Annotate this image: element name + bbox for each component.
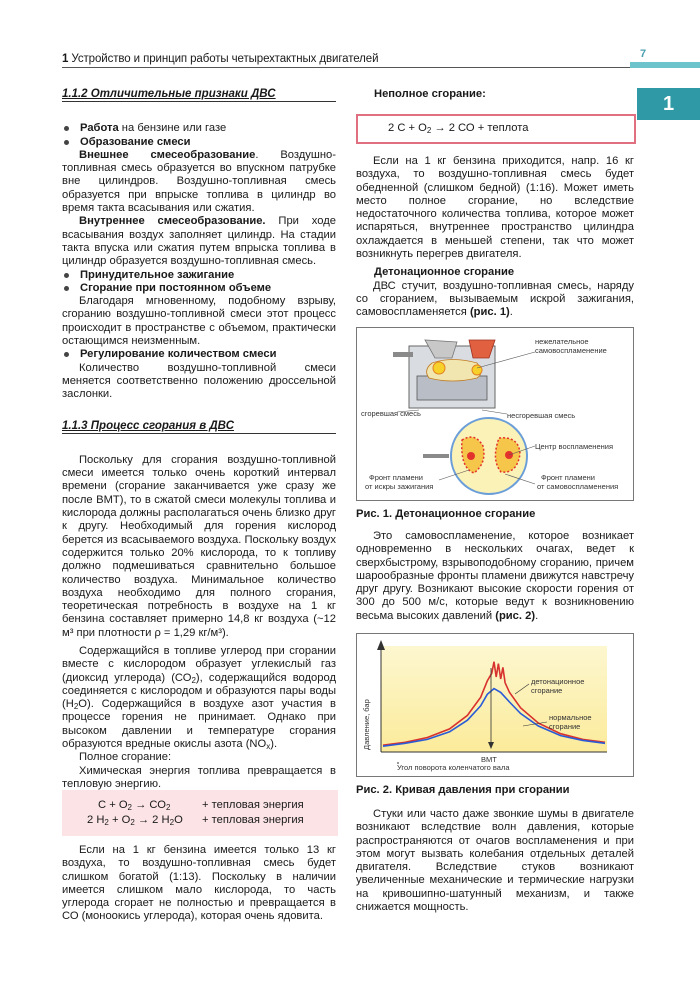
section-title-1-1-3: 1.1.3 Процесс сгорания в ДВС <box>62 419 235 432</box>
features-list-2 <box>62 269 336 296</box>
incomplete-combustion-title: Неполное сгорание: <box>374 88 486 100</box>
section-title-1-1-2: 1.1.2 Отличительные признаки ДВС <box>62 88 276 100</box>
features-list <box>62 122 336 149</box>
running-header <box>62 53 378 65</box>
page-number: 7 <box>639 48 647 60</box>
paragraph-internal-mixing: Внутреннее смесеобразование. При ходе всасывания воздух заполняет цилиндр. На стадии такта впуска или сжатия путем впрыска топлива в цилиндр образуется воздушно-топливная смесь. <box>62 215 336 268</box>
section-rule <box>62 433 336 434</box>
formula-carbon-energy: + тепловая энергия <box>202 799 304 811</box>
right-column-top <box>356 88 634 101</box>
paragraph-knock: Стуки или часто даже звонкие шумы в двигателе возникают вследствие волн давления, которые распространяются от очагов воспламенения и при этом могут вызвать колебания отдельных деталей двигателя. Вследствие стуков возникают увеличенные механические и термические нагрузки на кривошипно-шатунный механизм, и также снижается мощность. <box>356 808 634 914</box>
legend-normal: нормальное сгорание <box>549 713 592 731</box>
spark-plug-small-icon <box>423 454 449 458</box>
paragraph-lean-mixture: Если на 1 кг бензина приходится, напр. 16 кг воздуха, то воздушно-топливная смесь будет обедненной (слишком бедной) (1:16). Может иметь место полное сгорание, но вследствие недостаточного количества топлива, которое может испаряться, внутреннее пространство цилиндра охлаждается в меньшей степени, так что может возникнуть перегрев двигателя. <box>356 155 634 261</box>
ignition-center-left <box>467 452 475 460</box>
x-axis-label: Угол поворота коленчатого вала <box>397 763 510 772</box>
figure-1-illustration <box>357 328 633 500</box>
header-rule <box>62 67 630 68</box>
left-column-bottom <box>62 844 336 924</box>
features-list-3 <box>62 348 336 361</box>
tdc-label: ВМТ <box>481 755 497 764</box>
pressure-chart-svg <box>357 634 633 776</box>
list-item: Сгорание при постоянном объеме <box>62 282 336 295</box>
figure-2-caption: Рис. 2. Кривая давления при сгорании <box>356 784 570 796</box>
paragraph-process-2: Содержащийся в топливе углерод при сгорании вместе с кислородом образует углекислый газ (диоксид углерода) $(СО_2)$, содержащийся водород соединяется с кислородом и образуются пары воды $(Н_2О)$. Содержащийся в воздухе азот участия в процессе горения не принимает. Однако при высоком давлении и температуре сгорания образуются вредные окислы азота $(NO_x)$. <box>62 644 336 752</box>
formula-hydrogen-energy: + тепловая энергия <box>202 814 304 826</box>
right-column-mid <box>356 155 634 320</box>
list-item: Работа на бензине или газе <box>62 122 336 135</box>
formula-hydrogen: 2 $Н_2 + О_2 \to 2$ $Н_2О$ <box>87 814 183 827</box>
spark-plug-icon <box>393 352 413 357</box>
section-rule <box>62 101 336 102</box>
detonation-title: Детонационное сгорание <box>374 266 515 279</box>
paragraph-external-mixing: Внешнее смесеобразование. Воздушно-топливная смесь образуется во впускном патрубке вне цилиндров. Воздушно-топливная смесь образуется при впрыске топлива в цилиндр во время такта всасывания или сжатия. <box>62 148 336 215</box>
paragraph-detonation: ДВС стучит, воздушно-топливная смесь, наряду со сгоранием, вызываемым искрой зажигания, самовоспламеняется (рис. 1). <box>356 279 634 319</box>
right-column-bottom <box>356 808 634 914</box>
label-unburnt: несгоревшая смесь <box>507 411 576 420</box>
label-unwanted <box>535 337 607 355</box>
header-title: Устройство и принцип работы четырехтактных двигателей <box>71 53 379 65</box>
list-item: Образование смеси <box>62 136 336 149</box>
header-chapter-number: 1 <box>62 53 69 65</box>
formula-carbon: $С + О_2 \to СО_2$ <box>98 799 171 812</box>
paragraph-rich-mixture: Если на 1 кг бензина имеется только 13 кг воздуха, то воздушно-топливная смесь будет слишком богатой (1:13). Поскольку в наличии имеется слишком мало кислорода, то часть углерода сгорает не полностью и превращается в СО (моноокись углерода), которая очень ядовита. <box>62 844 336 923</box>
formula-box-incomplete <box>356 114 636 144</box>
figure-1-detonation <box>356 327 634 501</box>
figure-2-pressure-chart <box>356 633 634 777</box>
label-unwanted-1: нежелательное <box>535 337 589 346</box>
paragraph-self-ignition: Это самовоспламенение, которое возникает одновременно в нескольких очагах, ведет к сверхбыстрому, взрывоподобному сгоранию, причем шарообразные фронты пламени движутся навстречу друг другу. Возникают высокие скорости горения от 300 до 500 м/с, которые ведут к возникновению весьма высоких давлений (рис. 2). <box>356 530 634 622</box>
paragraph-chemical-energy: Химическая энергия топлива превращается в тепловую энергию. <box>62 764 336 790</box>
paragraph-process-1: Поскольку для сгорания воздушно-топливной смеси имеется только очень короткий интервал времени (сгорание заканчивается уже сразу же после ВМТ), то в сжатой смеси молекулы топлива и кислорода должны располагаться очень близко друг к другу. Необходимый для горения кислород берется из всасываемого воздуха. Поскольку воздух содержится только 20% кислорода, то к топливу должно подмешиваться сравнительно большое количество воздуха. Минимальное количество воздуха необходимо для полного сгорания, теоретическая потребность в воздухе на 1 кг бензина составляет примерно 14,8 кг воздуха (~12 м³ при плотности ρ = 1,29 кг/м³). <box>62 453 336 639</box>
page-number-bar <box>630 62 700 68</box>
right-column-self-ignition <box>356 530 634 623</box>
list-item: Принудительное зажигание <box>62 269 336 282</box>
label-ignition-center: Центр воспламенения <box>535 442 614 451</box>
flame-front-self <box>472 365 482 375</box>
left-column <box>62 88 336 791</box>
list-item: Регулирование количеством смеси <box>62 348 336 361</box>
label-front-spark: Фронт пламени от искры зажигания <box>365 473 434 491</box>
chapter-tab: 1 <box>637 88 700 120</box>
paragraph-full-combustion: Полное сгорание: <box>79 751 172 764</box>
y-axis-label: Давление, бар <box>362 699 371 750</box>
paragraph-regulation: Количество воздушно-топливной смеси меняется соответственно положению дроссельной заслонки. <box>62 361 336 401</box>
paragraph-constant-volume: Благодаря мгновенному, подобному взрыву, сгоранию воздушно-топливной смеси этот процесс происходит в пространстве с объемом, практически остающимся неизменным. <box>62 295 336 348</box>
legend-detonation: детонационное сгорание <box>531 677 585 695</box>
label-burnt: сгоревшая смесь <box>361 409 421 418</box>
y-axis-arrow <box>377 640 385 650</box>
formula-incomplete: 2 $С + О_2 \to 2$ СО + теплота <box>388 122 529 135</box>
label-front-self: Фронт пламени от самовоспламенения <box>537 473 619 491</box>
flame-front-spark <box>433 362 445 374</box>
formula-box-complete <box>62 790 338 836</box>
label-unwanted-2: самовоспламенение <box>535 346 607 355</box>
figure-1-caption: Рис. 1. Детонационное сгорание <box>356 508 536 520</box>
